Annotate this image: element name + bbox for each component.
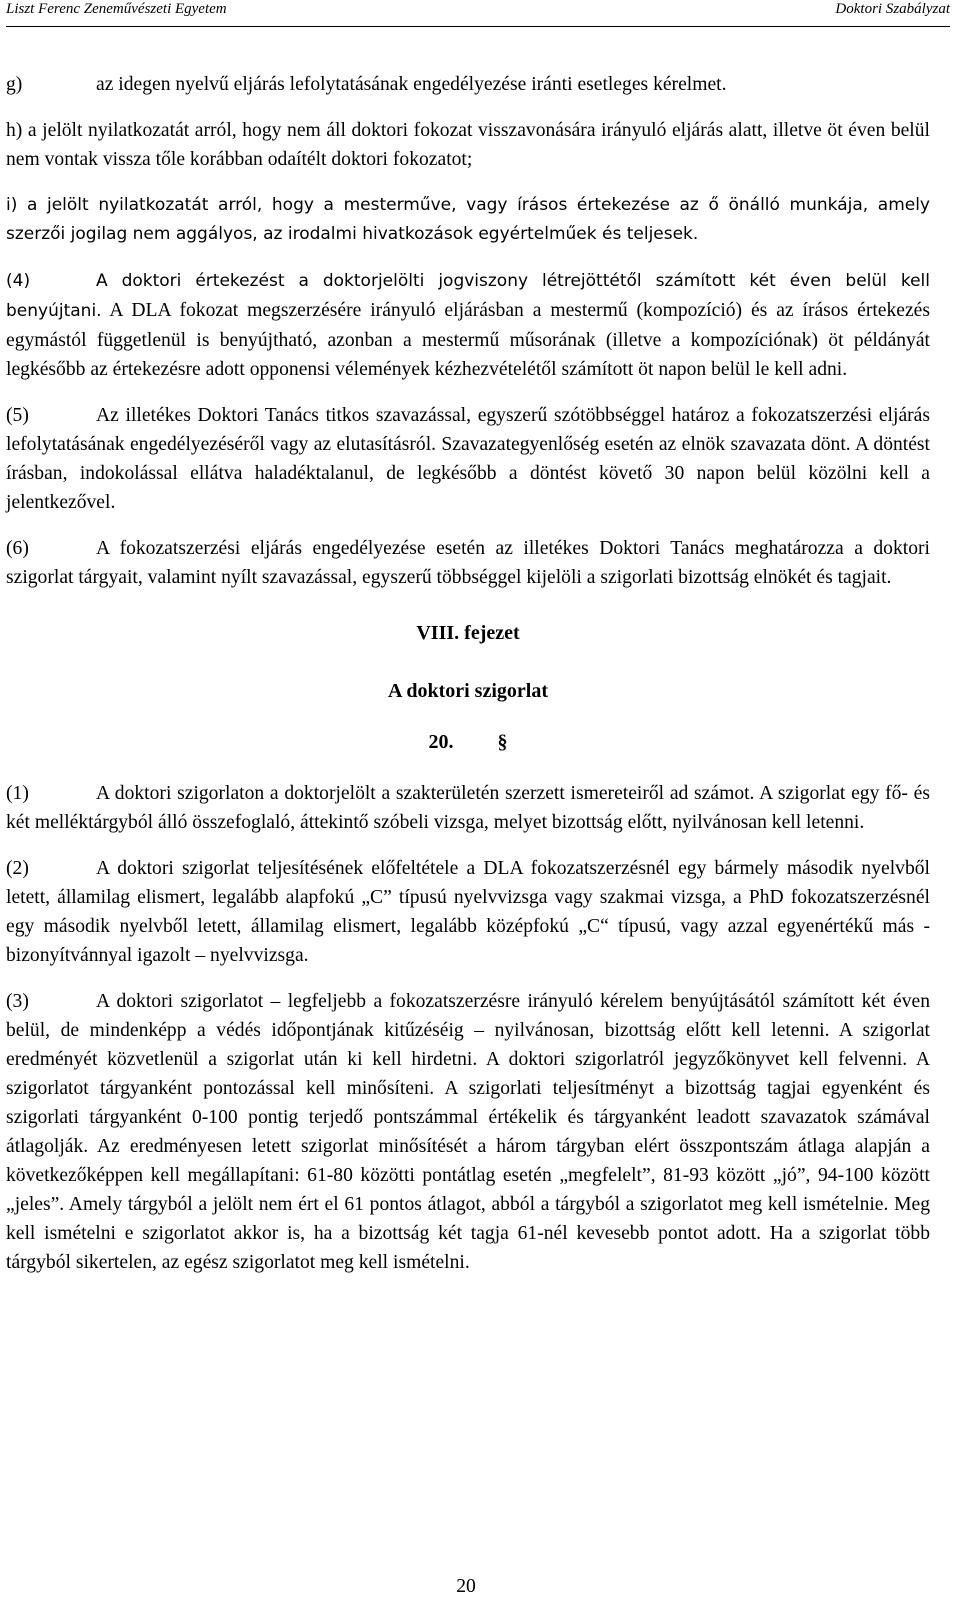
list-item-i: i) a jelölt nyilatkozatát arról, hogy a mesterműve, vagy írásos értekezése az ő önálló munkája, amely szerzői jogilag nem aggályos, az irodalmi hivatkozások egyértelműek és teljesek. [6,195,930,244]
list-item-text: az idegen nyelvű eljárás lefolytatásának engedélyezése iránti esetleges kérelmet. [96,74,727,95]
section-heading [6,727,930,757]
paragraph-text: A doktori szigorlaton a doktorjelölt a szakterületén szerzett ismereteiről ad számot. A szigorlat egy fő- és két melléktárgyból álló összefoglaló, áttekintő szóbeli vizsga, melyet bizottság előtt, nyilvánosan kell letenni. [6,783,930,833]
section-number: 20. [428,731,454,753]
list-item-label: g) [6,74,23,95]
paragraph-6 [6,534,930,592]
chapter-subtitle: A doktori szigorlat [388,680,548,702]
list-item-h: h) a jelölt nyilatkozatát arról, hogy nem áll doktori fokozat visszavonására irányuló eljárás alatt, illetve öt éven belül nem vontak vissza tőle korábban odaítélt doktori fokozatot; [6,120,930,170]
header-institution: Liszt Ferenc Zeneművészeti Egyetem [6,1,227,17]
section-paragraph-1 [6,779,930,837]
paragraph-5 [6,401,930,517]
page-content [6,70,930,1277]
paragraph-text: A DLA fokozat megszerzésére irányuló eljárásban a mestermű (kompozíció) és az írásos értekezés egymástól függetlenül is benyújtható, azonban a mestermű műsorának (illetve a kompozíciónak) öt példányát legkésőbb az értekezésre adott opponensi vélemények kézhezvételétől számított öt napon belül le kell adni. [6,300,930,380]
paragraph-number: (3) [6,991,29,1012]
paragraph-sans-text: A doktori értekezést a doktorjelölti jogviszony létrejöttétől számított két éven belül kell benyújtani. [6,271,930,321]
paragraph-number: (6) [6,538,29,559]
header-document-title: Doktori Szabályzat [835,1,950,17]
paragraph-4 [6,266,930,384]
paragraph-text: A fokozatszerzési eljárás engedélyezése esetén az illetékes Doktori Tanács meghatározza a doktori szigorlat tárgyait, valamint nyílt szavazással, egyszerű többséggel kijelöli a szigorlati bizottság elnökét és tagjait. [6,538,930,588]
page-header [6,0,950,27]
paragraph-text: A doktori szigorlat teljesítésének előfeltétele a DLA fokozatszerzésnél egy bármely második nyelvből letett, államilag elismert, legalább alapfokú „C” típusú nyelvvizsga vagy szakmai vizsga, a PhD fokozatszerzésnél egy második nyelvből letett, államilag elismert, legalább középfokú „C“ típusú, vagy azzal egyenértékű más - bizonyítvánnyal igazolt – nyelvvizsga. [6,858,930,966]
list-item-g [6,70,930,99]
paragraph-number: (2) [6,858,29,879]
paragraph-text: A doktori szigorlatot – legfeljebb a fokozatszerzésre irányuló kérelem benyújtásától számított két éven belül, de mindenképp a védés időpontjának kitűzéséig – nyilvánosan, bizottság előtt kell letenni. A szigorlat eredményét közvetlenül a szigorlat után ki kell hirdetni. A doktori szigorlatról jegyzőkönyvet kell felvenni. A szigorlatot tárgyanként pontozással kell minősíteni. A szigorlati teljesítményt a bizottság tagjai egyenként és szigorlati tárgyanként 0-100 pontig terjedő pontszámmal értékelik és tárgyanként leadott szavazatok számával átlagolják. Az eredményesen letett szigorlat minősítését a három tárgyban elért összpontszám átlaga alapján a következőképpen kell megállapítani: 61-80 közötti pontátlag esetén „megfelelt”, 81-93 között „jó”, 94-100 között „jeles”. Amely tárgyból a jelölt nem ért el 61 pontos átlagot, abból a tárgyból a szigorlatot meg kell ismételnie. Meg kell ismételni e szigorlatot akkor is, ha a bizottság két tagja 61-nél kevesebb pontot adott. Ha a szigorlat több tárgyból sikertelen, az egész szigorlatot meg kell ismételni. [6,991,930,1273]
chapter-title: VIII. fejezet [416,622,520,644]
section-paragraph-3 [6,987,930,1277]
page-number: 20 [456,1576,476,1597]
paragraph-number: (4) [6,271,31,291]
paragraph-number: (5) [6,405,29,426]
section-symbol: § [497,731,508,753]
paragraph-number: (1) [6,783,29,804]
section-paragraph-2 [6,854,930,970]
paragraph-text: Az illetékes Doktori Tanács titkos szavazással, egyszerű szótöbbséggel határoz a fokozatszerzési eljárás lefolytatásának engedélyezéséről vagy az elutasításról. Szavazategyenlőség esetén az elnök szavazata dönt. A döntést írásban, indokolással ellátva haladéktalanul, de legkésőbb a döntést követő 30 napon belül közölni kell a jelentkezővel. [6,405,930,513]
